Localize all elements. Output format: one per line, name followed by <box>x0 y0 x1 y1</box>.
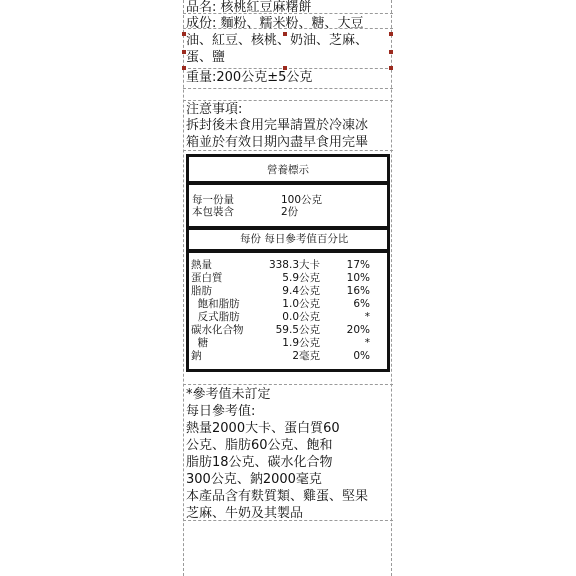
nutrition-header[interactable]: 每份 每日參考值百分比 <box>240 233 349 245</box>
nutrient-pct[interactable]: 16% <box>346 285 370 297</box>
ingredients-line[interactable]: 油、紅豆、核桃、奶油、芝麻、 <box>186 33 369 48</box>
guide-line-h <box>183 150 393 151</box>
nutrient-amount[interactable]: 9.4公克 <box>282 285 320 297</box>
nutrient-pct[interactable]: 6% <box>353 298 370 310</box>
footnote[interactable]: *參考值未訂定 <box>186 387 271 402</box>
allergen-line[interactable]: 芝麻、牛奶及其製品 <box>186 506 304 521</box>
nutrient-pct[interactable]: 10% <box>346 272 370 284</box>
nutrient-pct[interactable]: * <box>364 311 370 323</box>
product-name[interactable]: 品名: 核桃紅豆麻糬餅 <box>186 0 312 15</box>
guide-line-h <box>183 88 393 89</box>
guide-line-left <box>183 0 184 576</box>
nutrient-amount[interactable]: 338.3大卡 <box>268 259 320 271</box>
nutrient-amount[interactable]: 59.5公克 <box>275 324 320 336</box>
footnote[interactable]: 熱量2000大卡、蛋白質60 <box>186 421 340 436</box>
net-weight[interactable]: 重量:200公克±5公克 <box>186 70 313 85</box>
resize-handle[interactable] <box>389 32 393 36</box>
nutrient-name[interactable]: 反式脂肪 <box>191 311 240 323</box>
nutrient-pct[interactable]: * <box>364 337 370 349</box>
resize-handle[interactable] <box>389 50 393 54</box>
footnote[interactable]: 300公克、鈉2000毫克 <box>186 472 322 487</box>
footnote[interactable]: 每日參考值: <box>186 404 256 419</box>
nutrient-name[interactable]: 糖 <box>191 337 209 349</box>
nutrient-pct[interactable]: 17% <box>346 259 370 271</box>
footnote[interactable]: 公克、脂肪60公克、飽和 <box>186 438 333 453</box>
nutrient-name[interactable]: 鈉 <box>191 350 202 362</box>
guide-line-h <box>183 100 393 101</box>
serving-size-value[interactable]: 100公克 <box>281 194 323 206</box>
footnote[interactable]: 脂肪18公克、碳水化合物 <box>186 455 333 470</box>
ingredients-line[interactable]: 成份: 麵粉、糯米粉、糖、大豆 <box>186 16 364 31</box>
ingredients-line[interactable]: 蛋、鹽 <box>186 50 226 65</box>
nutrition-title[interactable]: 營養標示 <box>267 164 309 176</box>
allergen-line[interactable]: 本產品含有麩質類、雞蛋、堅果 <box>186 489 369 504</box>
nutrient-name[interactable]: 碳水化合物 <box>191 324 244 336</box>
servings-value[interactable]: 2份 <box>281 206 299 218</box>
resize-handle[interactable] <box>389 66 393 70</box>
nutrient-pct[interactable]: 20% <box>346 324 370 336</box>
nutrient-name[interactable]: 脂肪 <box>191 285 212 297</box>
nutrient-name[interactable]: 熱量 <box>191 259 212 271</box>
guide-line-h <box>183 68 393 69</box>
serving-size-label[interactable]: 每一份量 <box>192 194 234 206</box>
nutrient-amount[interactable]: 1.0公克 <box>282 298 320 310</box>
nutrient-name[interactable]: 蛋白質 <box>191 272 223 284</box>
nutrient-amount[interactable]: 1.9公克 <box>282 337 320 349</box>
nutrient-amount[interactable]: 0.0公克 <box>282 311 320 323</box>
nutrient-name[interactable]: 飽和脂肪 <box>191 298 240 310</box>
nutrient-amount[interactable]: 2毫克 <box>292 350 320 362</box>
servings-label[interactable]: 本包裝含 <box>192 206 234 218</box>
guide-line-right <box>391 0 392 576</box>
nutrient-pct[interactable]: 0% <box>353 350 370 362</box>
notice-line[interactable]: 箱並於有效日期內盡早食用完畢 <box>186 135 369 150</box>
guide-line-h <box>183 384 393 385</box>
notice-title[interactable]: 注意事項: <box>186 102 243 117</box>
nutrient-amount[interactable]: 5.9公克 <box>282 272 320 284</box>
notice-line[interactable]: 拆封後未食用完畢請置於冷凍冰 <box>186 118 369 133</box>
